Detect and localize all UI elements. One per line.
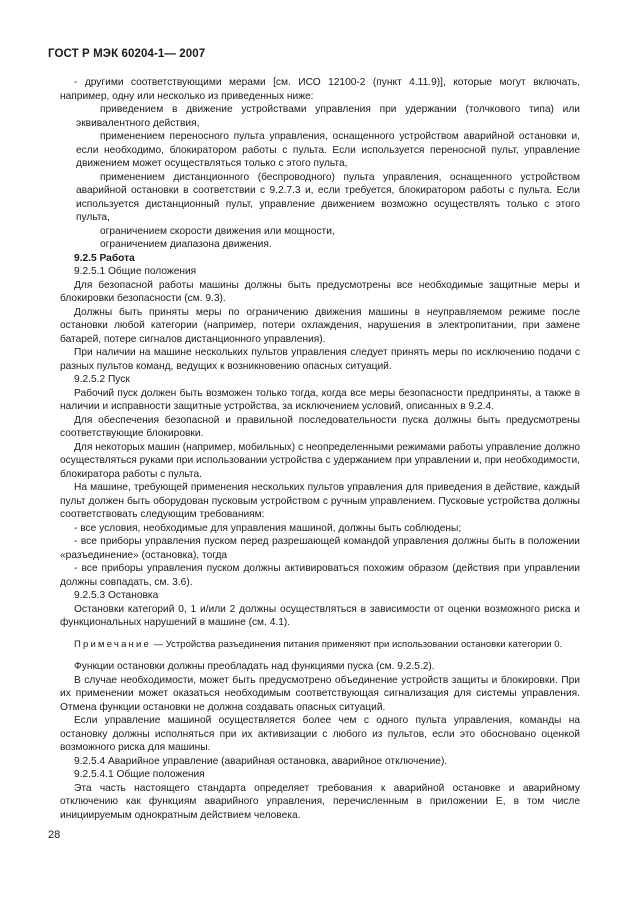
paragraph: Для безопасной работы машины должны быть предусмотрены все необходимые защитные меры и блокировки безопасности (см. 9.3). (60, 279, 580, 304)
list-item: применением дистанционного (беспроводного) пульта управления, оснащенного устройством аварийной остановки в соответствии с 9.2.7.3 и, если требуется, блокиратором работы с пульта. Если используется дистанционный пульт, управление движением возможно осуществлять только с этого пульта, (76, 171, 580, 223)
paragraph: Функции остановки должны преобладать над функциями пуска (см. 9.2.5.2). (74, 661, 435, 672)
paragraph: Рабочий пуск должен быть возможен только тогда, когда все меры безопасности предприняты, а также в наличии и исправности защитные устройства, за исключением условий, описанных в 9.2.4. (60, 387, 580, 412)
section-heading: 9.2.5 Работа (74, 252, 135, 264)
paragraph: На машине, требующей применения нескольких пультов управления для приведения в действие, каждый пульт должен быть оборудован пусковым устройством с ручным управлением. Пусковые устройства должны соответствовать следующим требованиям: (60, 482, 580, 520)
list-item: приведением в движение устройствами управления при удержании (толчкового типа) или эквивалентного действия, (76, 104, 580, 129)
list-item: - все условия, необходимые для управления машиной, должны быть соблюдены; (74, 522, 462, 534)
paragraph: В случае необходимости, может быть предусмотрено объединение устройств защиты и блокировки. При их применении может оказаться необходимым соответствующая сигнализация для системы управления. Отмена функции остановки не должна создавать опасных ситуаций. (60, 674, 580, 713)
paragraph: Эта часть настоящего стандарта определяет требования к аварийной остановке и аварийному отключению как функциям аварийного управления, перечисленным в приложении Е, в том числе инициируемым однократным действием человека. (60, 782, 580, 821)
document-body (60, 76, 580, 822)
list-item: ограничением диапазона движения. (100, 239, 272, 250)
paragraph: Если управление машиной осуществляется более чем с одного пульта управления, команды на остановку должны исполняться при их активизации с любого из пультов, если это обосновано оценкой возможного риска для машины. (60, 715, 580, 753)
list-item: - все приборы управления пуском перед разрешающей командой управления должны быть в положении «разъединение» (остановка), тогда (60, 536, 580, 561)
note (60, 639, 580, 652)
paragraph: Остановки категорий 0, 1 и/или 2 должны осуществляться в зависимости от оценки возможного риска и функциональных нарушений в машине (см. 4.1). (60, 603, 580, 628)
note-label: Примечание (74, 638, 151, 650)
subsection-heading: 9.2.5.2 Пуск (74, 374, 130, 385)
paragraph: Должны быть приняты меры по ограничению движения машины в неуправляемом режиме после остановки любой категории (например, потери охлаждения, нарушения в электропитании, при замене батарей, потере сигналов дистанционного управления). (60, 306, 580, 345)
list-item: применением переносного пульта управления, оснащенного устройством аварийной остановки и, если необходимо, блокиратором работы с пульта. Если используется переносной пульт, управление движением может осуществляться только с этого пульта, (76, 131, 580, 169)
paragraph: - другими соответствующими мерами [см. ИСО 12100-2 (пункт 4.11.9)], которые могут включать, например, одну или несколько из приведенных ниже: (60, 77, 580, 102)
document-header: ГОСТ Р МЭК 60204-1— 2007 (48, 48, 206, 60)
subsection-heading: 9.2.5.1 Общие положения (74, 266, 197, 277)
paragraph: Для некоторых машин (например, мобильных) с неопределенными режимами работы управление должно осуществляться руками при использовании устройства с удержанием при управлении и, при необходимости, блокиратора работы с пульта. (60, 441, 580, 480)
note-text: — Устройства разъединения питания применяют при использовании остановки категории 0. (151, 638, 563, 650)
page-number: 28 (48, 829, 61, 841)
list-item: ограничением скорости движения или мощности, (100, 225, 335, 237)
paragraph: При наличии на машине нескольких пультов управления следует принять меры по исключению подачи с разных пультов команд, ведущих к возникновению опасных ситуаций. (60, 347, 580, 372)
subsection-heading: 9.2.5.4.1 Общие положения (74, 769, 205, 780)
subsection-heading: 9.2.5.4 Аварийное управление (аварийная остановка, аварийное отключение). (74, 755, 448, 767)
paragraph: Для обеспечения безопасной и правильной последовательности пуска должны быть предусмотрены соответствующие блокировки. (60, 414, 580, 439)
list-item: - все приборы управления пуском должны активироваться похожим образом (действия при управлении должны совпадать, см. 3.6). (60, 563, 580, 588)
subsection-heading: 9.2.5.3 Остановка (74, 590, 159, 601)
